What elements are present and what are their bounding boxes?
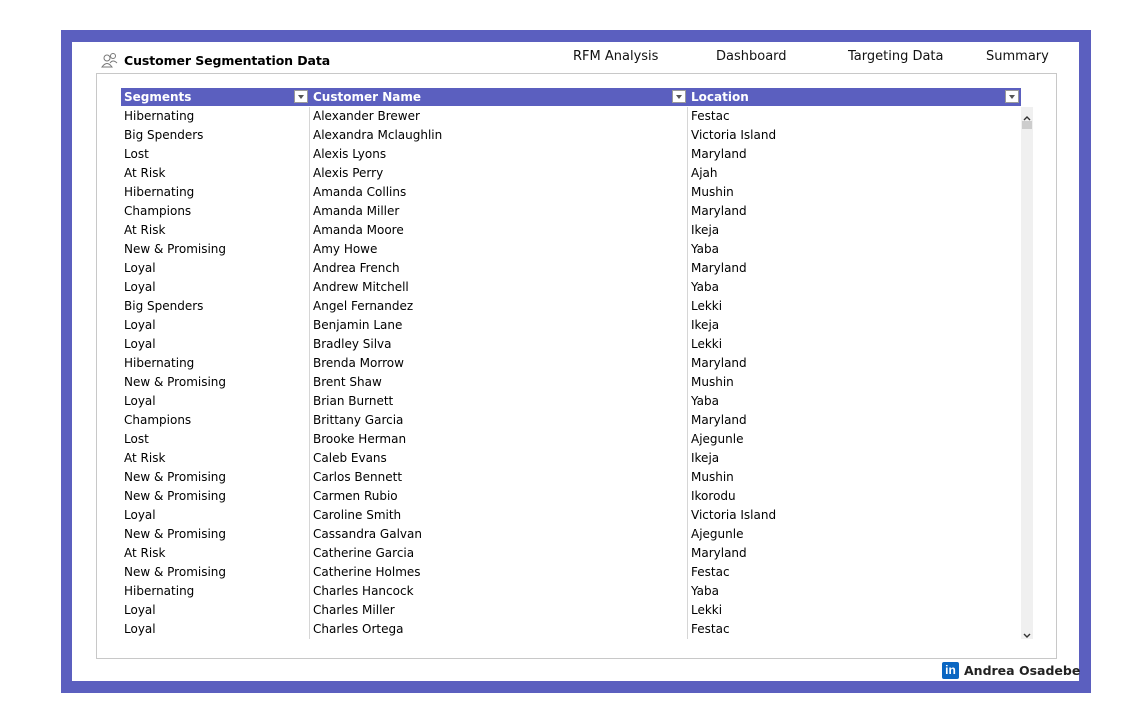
table-row[interactable]	[121, 430, 1021, 449]
table-row[interactable]	[121, 563, 1021, 582]
segment-cell[interactable]: Big Spenders	[121, 126, 310, 145]
customer-name-cell[interactable]: Brittany Garcia	[310, 411, 688, 430]
location-cell[interactable]: Victoria Island	[691, 128, 777, 142]
table-row[interactable]	[121, 335, 1021, 354]
segment-cell[interactable]: At Risk	[121, 164, 310, 183]
customer-name-cell[interactable]: Alexander Brewer	[310, 107, 688, 126]
location-cell[interactable]: Maryland	[691, 413, 747, 427]
customer-name-cell[interactable]: Andrea French	[310, 259, 688, 278]
customer-name-cell[interactable]: Amanda Miller	[310, 202, 688, 221]
page-header	[101, 51, 330, 69]
table-body	[121, 107, 1021, 639]
segment-cell[interactable]: Lost	[121, 430, 310, 449]
table-row[interactable]	[121, 202, 1021, 221]
location-cell[interactable]: Mushin	[691, 375, 734, 389]
scroll-down-icon[interactable]	[1021, 627, 1033, 639]
location-cell[interactable]: Yaba	[691, 280, 720, 294]
customer-name-cell[interactable]: Charles Miller	[310, 601, 688, 620]
location-cell[interactable]: Ikeja	[691, 318, 720, 332]
customer-name-cell[interactable]: Andrew Mitchell	[310, 278, 688, 297]
segment-cell[interactable]: Loyal	[121, 620, 310, 639]
location-cell[interactable]: Victoria Island	[691, 508, 777, 522]
customer-name-cell[interactable]: Amanda Moore	[310, 221, 688, 240]
segment-cell[interactable]: Hibernating	[121, 354, 310, 373]
segment-cell[interactable]: Hibernating	[121, 183, 310, 202]
customer-name-cell[interactable]: Carlos Bennett	[310, 468, 688, 487]
segment-cell[interactable]: At Risk	[121, 544, 310, 563]
segment-cell[interactable]: Loyal	[121, 278, 310, 297]
nav-summary[interactable]: Summary	[986, 49, 1049, 64]
customer-name-cell[interactable]: Brian Burnett	[310, 392, 688, 411]
table-row[interactable]	[121, 449, 1021, 468]
page-title: Customer Segmentation Data	[124, 52, 331, 68]
customer-name-cell[interactable]: Amanda Collins	[310, 183, 688, 202]
column-header-segments: Segments	[121, 88, 310, 106]
scroll-thumb[interactable]	[1022, 121, 1032, 129]
segment-cell[interactable]: Loyal	[121, 601, 310, 620]
location-cell[interactable]: Yaba	[691, 242, 720, 256]
table-row[interactable]	[121, 506, 1021, 525]
table-row[interactable]	[121, 126, 1021, 145]
segment-cell[interactable]: Loyal	[121, 316, 310, 335]
segment-cell[interactable]: Champions	[121, 411, 310, 430]
location-cell[interactable]: Maryland	[691, 204, 747, 218]
customer-name-cell[interactable]: Cassandra Galvan	[310, 525, 688, 544]
customer-name-cell[interactable]: Bradley Silva	[310, 335, 688, 354]
filter-dropdown-icon[interactable]	[1005, 90, 1019, 103]
table-row[interactable]	[121, 411, 1021, 430]
table-row[interactable]	[121, 240, 1021, 259]
segment-cell[interactable]: New & Promising	[121, 525, 310, 544]
segment-cell[interactable]: At Risk	[121, 221, 310, 240]
segment-cell[interactable]: Champions	[121, 202, 310, 221]
segment-cell[interactable]: New & Promising	[121, 563, 310, 582]
table-row[interactable]	[121, 620, 1021, 639]
customer-name-cell[interactable]: Brooke Herman	[310, 430, 688, 449]
segment-cell[interactable]: Loyal	[121, 259, 310, 278]
location-cell[interactable]: Yaba	[691, 394, 720, 408]
table-row[interactable]	[121, 487, 1021, 506]
customer-name-cell[interactable]: Catherine Garcia	[310, 544, 688, 563]
location-cell[interactable]: Maryland	[691, 147, 747, 161]
location-cell[interactable]: Ikeja	[691, 223, 720, 237]
customers-icon	[101, 51, 119, 69]
author-credit	[942, 662, 1080, 679]
segment-cell[interactable]: New & Promising	[121, 487, 310, 506]
segment-cell[interactable]: Hibernating	[121, 582, 310, 601]
location-cell[interactable]: Festac	[691, 622, 730, 636]
table-row[interactable]	[121, 259, 1021, 278]
table-row[interactable]	[121, 183, 1021, 202]
vertical-scrollbar[interactable]	[1021, 107, 1033, 639]
segment-cell[interactable]: Big Spenders	[121, 297, 310, 316]
location-cell[interactable]: Lekki	[691, 337, 723, 351]
segment-cell[interactable]: New & Promising	[121, 373, 310, 392]
location-cell[interactable]: Lekki	[691, 603, 723, 617]
customer-name-cell[interactable]: Brenda Morrow	[310, 354, 688, 373]
customer-table	[121, 88, 1033, 639]
location-cell[interactable]: Ajah	[691, 166, 718, 180]
customer-name-cell[interactable]: Alexandra Mclaughlin	[310, 126, 688, 145]
table-row[interactable]	[121, 373, 1021, 392]
table-row[interactable]	[121, 392, 1021, 411]
customer-name-cell[interactable]: Charles Ortega	[310, 620, 688, 639]
customer-name-cell[interactable]: Angel Fernandez	[310, 297, 688, 316]
filter-dropdown-icon[interactable]	[294, 90, 308, 103]
segment-cell[interactable]: New & Promising	[121, 468, 310, 487]
customer-name-cell[interactable]: Caroline Smith	[310, 506, 688, 525]
location-cell[interactable]: Maryland	[691, 546, 747, 560]
table-row[interactable]	[121, 582, 1021, 601]
nav-rfm-analysis[interactable]: RFM Analysis	[573, 49, 659, 64]
customer-name-cell[interactable]: Alexis Perry	[310, 164, 688, 183]
location-cell[interactable]: Festac	[691, 109, 730, 123]
table-row[interactable]	[121, 354, 1021, 373]
location-cell[interactable]: Ajegunle	[691, 527, 744, 541]
customer-name-cell[interactable]: Brent Shaw	[310, 373, 688, 392]
segment-cell[interactable]: Loyal	[121, 392, 310, 411]
table-row[interactable]	[121, 297, 1021, 316]
location-cell[interactable]: Lekki	[691, 299, 723, 313]
location-cell[interactable]: Mushin	[691, 470, 734, 484]
table-row[interactable]	[121, 107, 1021, 126]
customer-name-cell[interactable]: Benjamin Lane	[310, 316, 688, 335]
location-cell[interactable]: Maryland	[691, 356, 747, 370]
scroll-up-icon[interactable]	[1021, 109, 1033, 121]
location-cell[interactable]: Ikeja	[691, 451, 720, 465]
column-header-location: Location	[688, 88, 1021, 106]
table-row[interactable]	[121, 164, 1021, 183]
table-row[interactable]	[121, 316, 1021, 335]
segment-cell[interactable]: New & Promising	[121, 240, 310, 259]
table-header	[121, 88, 1021, 106]
customer-name-cell[interactable]: Caleb Evans	[310, 449, 688, 468]
customer-name-cell[interactable]: Charles Hancock	[310, 582, 688, 601]
nav-dashboard[interactable]: Dashboard	[716, 49, 787, 64]
customer-name-cell[interactable]: Alexis Lyons	[310, 145, 688, 164]
table-row[interactable]	[121, 468, 1021, 487]
segment-cell[interactable]: Loyal	[121, 506, 310, 525]
location-cell[interactable]: Festac	[691, 565, 730, 579]
table-row[interactable]	[121, 525, 1021, 544]
segment-cell[interactable]: At Risk	[121, 449, 310, 468]
table-row[interactable]	[121, 145, 1021, 164]
segment-cell[interactable]: Lost	[121, 145, 310, 164]
column-header-customer-name: Customer Name	[310, 88, 688, 106]
segment-cell[interactable]: Loyal	[121, 335, 310, 354]
segment-cell[interactable]: Hibernating	[121, 107, 310, 126]
author-name[interactable]: Andrea Osadebe	[964, 663, 1081, 678]
table-row[interactable]	[121, 221, 1021, 240]
table-row[interactable]	[121, 544, 1021, 563]
filter-dropdown-icon[interactable]	[672, 90, 686, 103]
customer-name-cell[interactable]: Carmen Rubio	[310, 487, 688, 506]
table-row[interactable]	[121, 601, 1021, 620]
location-cell[interactable]: Maryland	[691, 261, 747, 275]
location-cell[interactable]: Ikorodu	[691, 489, 736, 503]
linkedin-icon[interactable]: in	[942, 662, 959, 679]
customer-name-cell[interactable]: Catherine Holmes	[310, 563, 688, 582]
nav-targeting-data[interactable]: Targeting Data	[848, 49, 944, 64]
location-cell[interactable]: Ajegunle	[691, 432, 744, 446]
location-cell[interactable]: Mushin	[691, 185, 734, 199]
location-cell[interactable]: Yaba	[691, 584, 720, 598]
table-row[interactable]	[121, 278, 1021, 297]
customer-name-cell[interactable]: Amy Howe	[310, 240, 688, 259]
